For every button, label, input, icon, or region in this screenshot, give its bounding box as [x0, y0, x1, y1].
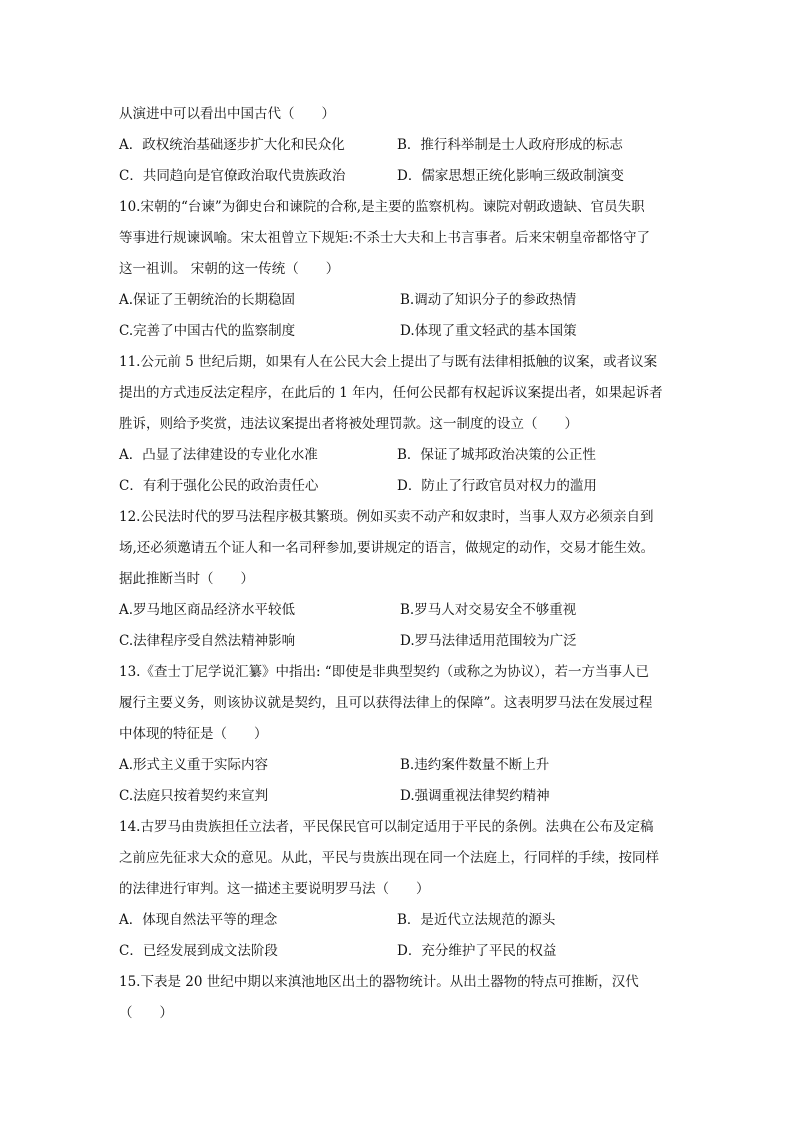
q13-stem-line-1: 13.《查士丁尼学说汇纂》中指出: “即使是非典型契约（或称之为协议），若一方当事人已: [119, 664, 649, 680]
q14-stem-line-3: 的法律进行审判。这一描述主要说明罗马法（ ）: [119, 881, 430, 897]
q11-option-d: D．防止了行政官员对权力的滥用: [397, 478, 597, 494]
q12-option-b: B.罗马人对交易安全不够重视: [400, 602, 577, 618]
q11-stem-line-1: 11.公元前 5 世纪后期，如果有人在公民大会上提出了与既有法律相抵触的议案，或者议案: [119, 354, 658, 370]
q14-option-c: C．已经发展到成文法阶段: [119, 943, 278, 959]
q12-stem-line-1: 12.公民法时代的罗马法程序极其繁琐。例如买卖不动产和奴隶时，当事人双方必须亲自到: [119, 509, 654, 525]
q9-option-a: A．政权统治基础逐步扩大化和民众化: [119, 137, 345, 153]
q10-stem-line-1: 10.宋朝的“台谏”为御史台和谏院的合称,是主要的监察机构。谏院对朝政遗缺、官员失职: [119, 199, 645, 215]
q10-option-c: C.完善了中国古代的监察制度: [119, 323, 296, 339]
q13-option-a: A.形式主义重于实际内容: [119, 757, 269, 773]
q9-option-d: D．儒家思想正统化影响三级政制演变: [397, 168, 624, 184]
q12-option-d: D.罗马法律适用范围较为广泛: [400, 633, 577, 649]
q12-stem-line-2: 场,还必须邀请五个证人和一名司秤参加,要讲规定的语言，做规定的动作，交易才能生效。: [119, 540, 655, 556]
q10-option-a: A.保证了王朝统治的长期稳固: [119, 292, 296, 308]
q12-stem-line-3: 据此推断当时（ ）: [119, 571, 254, 587]
q13-option-d: D.强调重视法律契约精神: [400, 788, 550, 804]
q9-stem-tail: 从演进中可以看出中国古代（ ）: [119, 106, 335, 122]
q11-option-b: B．保证了城邦政治决策的公正性: [397, 447, 596, 463]
q14-stem-line-2: 之前应先征求大众的意见。从此，平民与贵族出现在同一个法庭上，行同样的手续，按同样: [119, 850, 659, 866]
q14-option-d: D．充分维护了平民的权益: [397, 943, 557, 959]
q14-option-b: B．是近代立法规范的源头: [397, 912, 556, 928]
q13-stem-line-2: 履行主要义务，则该协议就是契约，且可以获得法律上的保障”。这表明罗马法在发展过程: [119, 695, 653, 711]
q11-stem-line-2: 提出的方式违反法定程序，在此后的 1 年内，任何公民都有权起诉议案提出者，如果起诉者: [119, 385, 663, 401]
q15-stem-line-2: （ ）: [119, 1005, 173, 1021]
q11-option-c: C．有利于强化公民的政治责任心: [119, 478, 319, 494]
q11-option-a: A．凸显了法律建设的专业化水准: [119, 447, 318, 463]
q10-option-d: D.体现了重文轻武的基本国策: [400, 323, 577, 339]
q14-stem-line-1: 14.古罗马由贵族担任立法者，平民保民官可以制定适用于平民的条例。法典在公布及定稿: [119, 819, 654, 835]
q13-stem-line-3: 中体现的特征是（ ）: [119, 726, 268, 742]
q10-stem-line-2: 等事进行规谏讽喻。宋太祖曾立下规矩:不杀士大夫和上书言事者。后来宋朝皇帝都恪守了: [119, 230, 651, 246]
q10-option-b: B.调动了知识分子的参政热情: [400, 292, 577, 308]
q9-option-c: C．共同趋向是官僚政治取代贵族政治: [119, 168, 346, 184]
q10-stem-line-3: 这一祖训。 宋朝的这一传统（ ）: [119, 261, 340, 277]
q13-option-b: B.违约案件数量不断上升: [400, 757, 550, 773]
q12-option-c: C.法律程序受自然法精神影响: [119, 633, 296, 649]
q9-option-b: B．推行科举制是士人政府形成的标志: [397, 137, 623, 153]
q14-option-a: A．体现自然法平等的理念: [119, 912, 278, 928]
q15-stem-line-1: 15.下表是 20 世纪中期以来滇池地区出土的器物统计。从出土器物的特点可推断，汉代: [119, 974, 639, 990]
q13-option-c: C.法庭只按着契约来宣判: [119, 788, 269, 804]
q12-option-a: A.罗马地区商品经济水平较低: [119, 602, 296, 618]
q11-stem-line-3: 胜诉，则给予奖赏，违法议案提出者将被处理罚款。这一制度的设立（ ）: [119, 416, 578, 432]
